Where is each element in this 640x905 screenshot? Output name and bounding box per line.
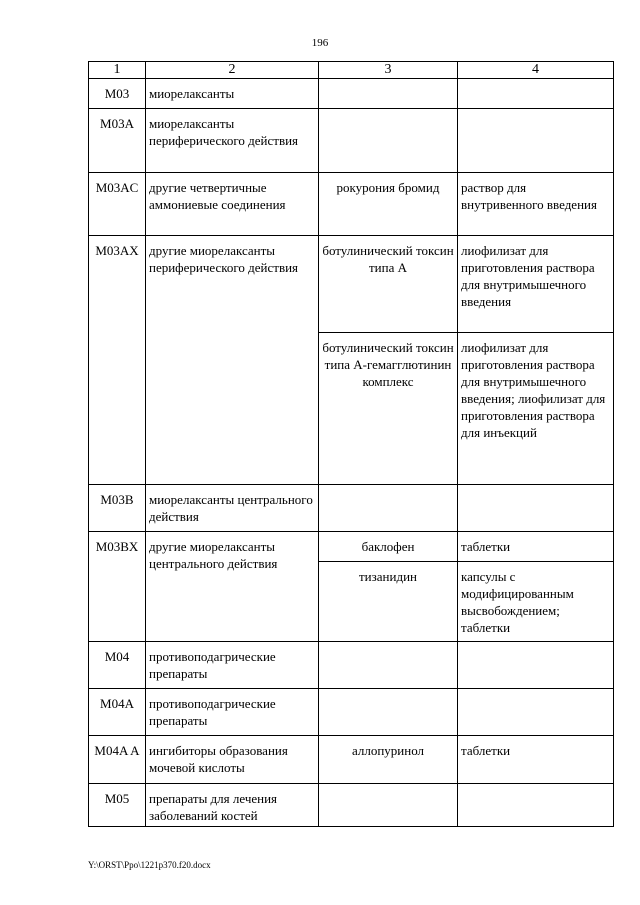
group-name: противоподагрические препараты [146,689,319,736]
substance-name [319,784,458,827]
table-row [89,784,614,827]
table-row [89,736,614,784]
group-name: противоподагрические препараты [146,642,319,689]
group-name: другие четвертичные аммониевые соединения [146,173,319,236]
atc-code: M04A [89,689,146,736]
atc-code: M05 [89,784,146,827]
column-header-3: 3 [319,62,458,79]
table-header-row [89,62,614,79]
dosage-form [458,79,614,109]
atc-code: M03B [89,485,146,532]
dosage-form: лиофилизат для приготовления раствора для внутримышечного введения [458,236,614,333]
dosage-form [458,485,614,532]
group-name: миорелаксанты [146,79,319,109]
dosage-form: лиофилизат для приготовления раствора для внутримышечного введения; лиофилизат для приготовления раствора для инъекций [458,333,614,485]
dosage-form: таблетки [458,736,614,784]
column-header-2: 2 [146,62,319,79]
dosage-form [458,784,614,827]
group-name: другие миорелаксанты периферического действия [146,236,319,485]
table-row [89,236,614,333]
table-row [89,109,614,173]
atc-code: M04 [89,642,146,689]
group-name: миорелаксанты периферического действия [146,109,319,173]
table-row [89,485,614,532]
substance-name: аллопуринол [319,736,458,784]
atc-code: M03A [89,109,146,173]
group-name: другие миорелаксанты центрального действия [146,532,319,642]
group-name: миорелаксанты центрального действия [146,485,319,532]
substance-name: тизанидин [319,562,458,642]
substance-name: ботулинический токсин типа А [319,236,458,333]
column-header-1: 1 [89,62,146,79]
atc-code: M03 [89,79,146,109]
atc-code: M03AC [89,173,146,236]
substance-name [319,485,458,532]
substance-name: рокурония бромид [319,173,458,236]
dosage-form: раствор для внутривенного введения [458,173,614,236]
table-row [89,642,614,689]
drug-classification-table [88,61,614,827]
substance-name: ботулинический токсин типа А-гемагглютинин комплекс [319,333,458,485]
atc-code: M03AX [89,236,146,485]
atc-code: M04A A [89,736,146,784]
substance-name [319,642,458,689]
group-name: ингибиторы образования мочевой кислоты [146,736,319,784]
dosage-form: капсулы с модифицированным высвобождением; таблетки [458,562,614,642]
dosage-form: таблетки [458,532,614,562]
dosage-form [458,642,614,689]
dosage-form [458,689,614,736]
substance-name: баклофен [319,532,458,562]
table-row [89,173,614,236]
page-number: 196 [311,37,329,49]
atc-code: M03BX [89,532,146,642]
group-name: препараты для лечения заболеваний костей [146,784,319,827]
table-row [89,79,614,109]
table-row [89,689,614,736]
substance-name [319,109,458,173]
substance-name [319,689,458,736]
substance-name [319,79,458,109]
table-row [89,532,614,562]
column-header-4: 4 [458,62,614,79]
dosage-form [458,109,614,173]
document-path-footer: Y:\ORST\Ppo\1221p370.f20.docx [88,860,211,870]
